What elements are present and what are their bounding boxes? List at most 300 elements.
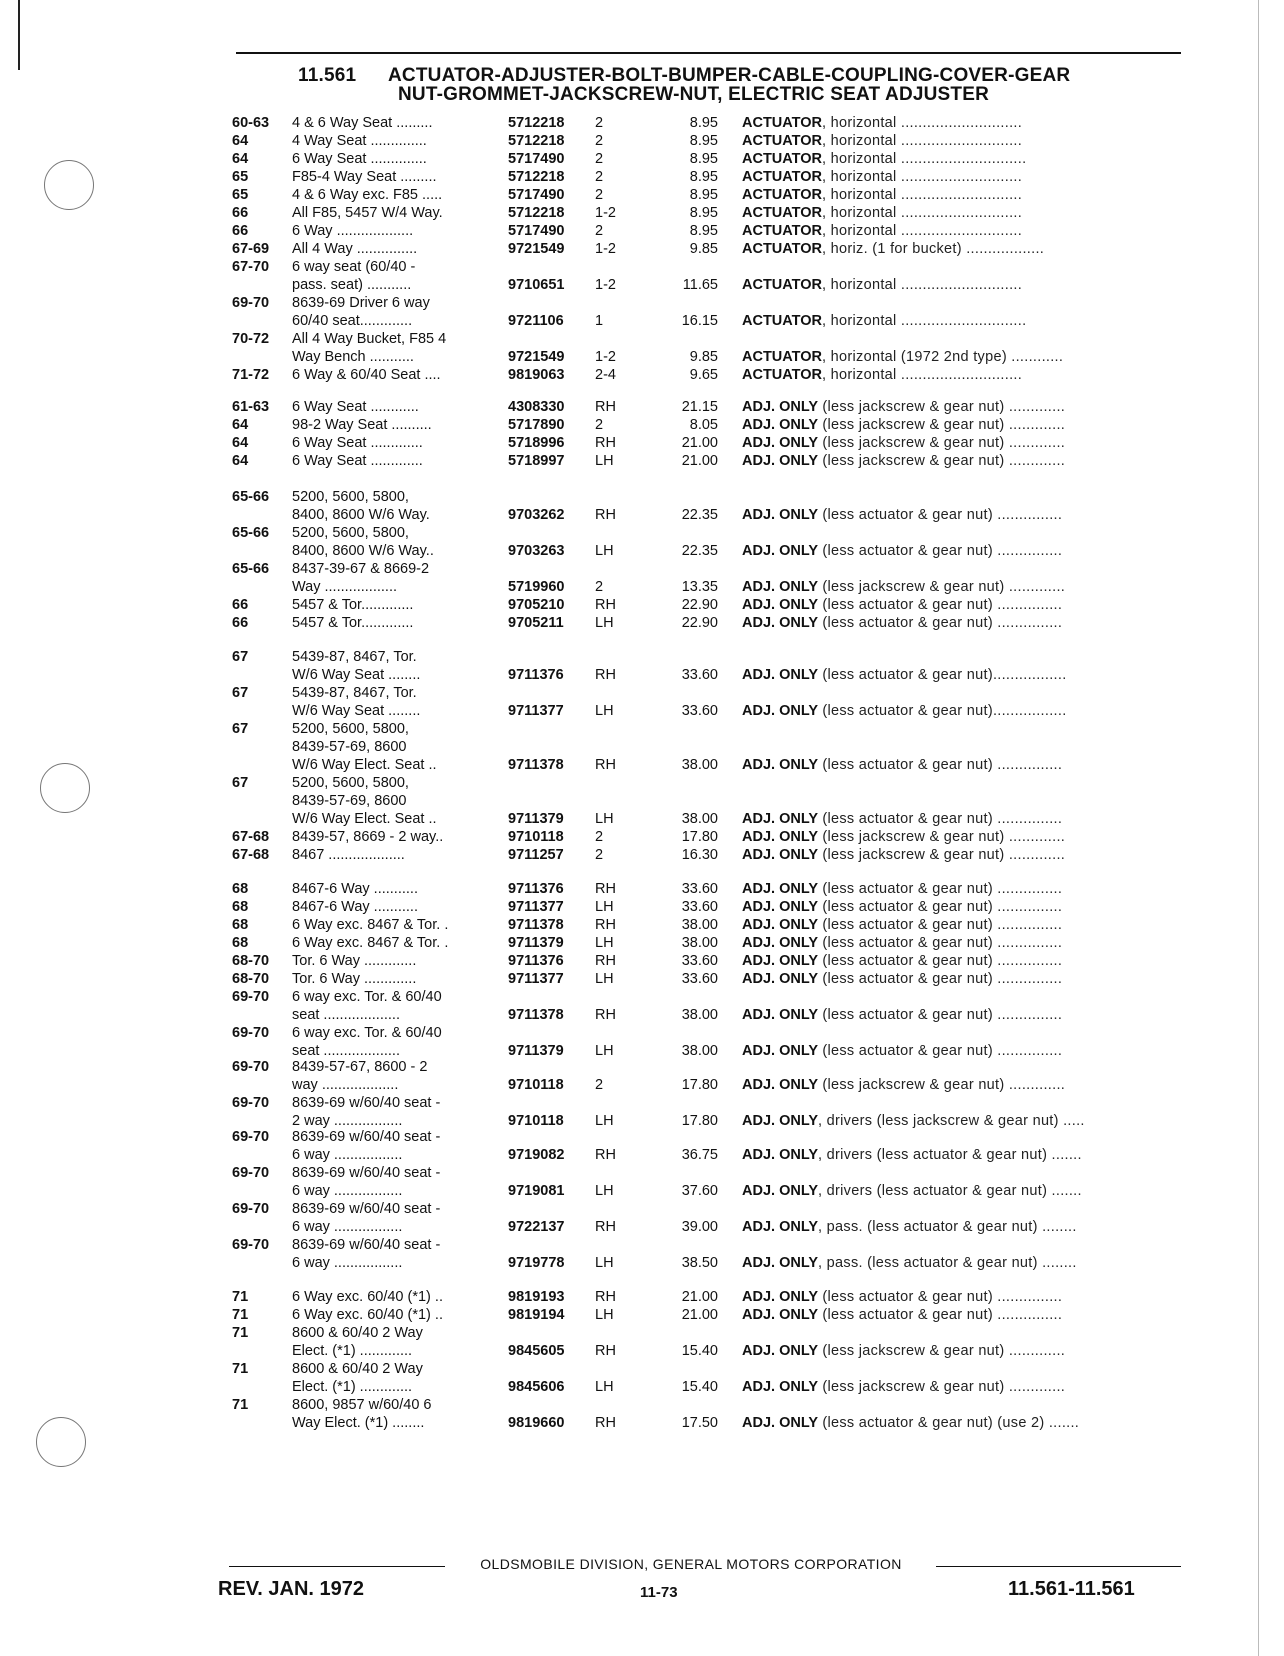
description-type: ADJ. ONLY xyxy=(742,917,819,933)
part-number: 9711377 xyxy=(508,703,564,719)
price: 13.35 xyxy=(681,579,718,595)
price: 21.00 xyxy=(681,435,718,451)
table-row xyxy=(0,114,1284,133)
application: 6 way ................. xyxy=(292,1255,403,1271)
table-row xyxy=(0,1128,1284,1147)
quantity: 1-2 xyxy=(595,349,616,365)
application: 5439-87, 8467, Tor. xyxy=(292,649,417,665)
table-row xyxy=(0,988,1284,1007)
quantity: LH xyxy=(595,1307,614,1323)
model-year: 64 xyxy=(232,133,249,149)
table-row xyxy=(0,434,1284,453)
table-row xyxy=(0,828,1284,847)
quantity: LH xyxy=(595,899,614,915)
part-number: 9721549 xyxy=(508,241,565,257)
description-detail: (less actuator & gear nut) ............... xyxy=(818,917,1063,933)
description-type: ADJ. ONLY xyxy=(742,953,819,969)
description xyxy=(742,880,1062,899)
model-year: 64 xyxy=(232,151,249,167)
table-row xyxy=(0,1006,1284,1025)
application: seat ................... xyxy=(292,1043,400,1059)
model-year: 67 xyxy=(232,775,249,791)
model-year: 68 xyxy=(232,881,249,897)
part-number: 4308330 xyxy=(508,399,565,415)
description xyxy=(742,1342,1065,1361)
model-year: 68 xyxy=(232,935,249,951)
description-detail: , horizontal ............................ xyxy=(822,223,1023,239)
description-type: ADJ. ONLY xyxy=(742,1183,819,1199)
table-row xyxy=(0,952,1284,971)
application: Tor. 6 Way ............. xyxy=(292,971,417,987)
description xyxy=(742,898,1062,917)
description-detail: , horizontal ............................. xyxy=(822,313,1027,329)
description-detail: (less actuator & gear nut) ............... xyxy=(818,935,1063,951)
part-number: 9710118 xyxy=(508,829,564,845)
application: Elect. (*1) ............. xyxy=(292,1343,413,1359)
price: 8.95 xyxy=(689,151,718,167)
price: 33.60 xyxy=(681,899,718,915)
description-detail: , drivers (less actuator & gear nut) ....... xyxy=(818,1147,1082,1163)
description-detail: (less jackscrew & gear nut) ............. xyxy=(818,847,1066,863)
description xyxy=(742,506,1062,525)
quantity: RH xyxy=(595,667,616,683)
description-type: ADJ. ONLY xyxy=(742,1219,819,1235)
price: 21.15 xyxy=(681,399,718,415)
model-year: 68-70 xyxy=(232,953,270,969)
table-row xyxy=(0,524,1284,543)
description-detail: (less jackscrew & gear nut) ............. xyxy=(818,579,1066,595)
description xyxy=(742,416,1065,435)
model-year: 67-69 xyxy=(232,241,270,257)
quantity: 2 xyxy=(595,1077,604,1093)
description-type: ADJ. ONLY xyxy=(742,1077,819,1093)
description xyxy=(742,846,1065,865)
table-row xyxy=(0,366,1284,385)
part-number: 9721106 xyxy=(508,313,564,329)
quantity: 2 xyxy=(595,151,604,167)
model-year: 64 xyxy=(232,435,249,451)
quantity: 2 xyxy=(595,169,604,185)
application: W/6 Way Seat ........ xyxy=(292,667,421,683)
model-year: 69-70 xyxy=(232,1129,270,1145)
description-type: ADJ. ONLY xyxy=(742,417,819,433)
footer-division: OLDSMOBILE DIVISION, GENERAL MOTORS CORPORATION xyxy=(480,1556,902,1572)
table-row xyxy=(0,666,1284,685)
table-row xyxy=(0,398,1284,417)
description-detail: (less jackscrew & gear nut) ............. xyxy=(818,435,1066,451)
table-row xyxy=(0,1076,1284,1095)
description xyxy=(742,614,1062,633)
application: 8639-69 Driver 6 way xyxy=(292,295,430,311)
model-year: 71 xyxy=(232,1361,249,1377)
model-year: 65-66 xyxy=(232,561,270,577)
quantity: RH xyxy=(595,1147,616,1163)
description-detail: (less actuator & gear nut)................. xyxy=(818,667,1067,683)
description xyxy=(742,366,1022,385)
application: 6 way exc. Tor. & 60/40 xyxy=(292,989,442,1005)
price: 33.60 xyxy=(681,953,718,969)
description-type: ADJ. ONLY xyxy=(742,1289,819,1305)
table-row xyxy=(0,204,1284,223)
application: 5457 & Tor............. xyxy=(292,597,414,613)
table-row xyxy=(0,1378,1284,1397)
part-number: 9719778 xyxy=(508,1255,565,1271)
table-row xyxy=(0,970,1284,989)
table-row xyxy=(0,1024,1284,1043)
model-year: 64 xyxy=(232,453,249,469)
quantity: RH xyxy=(595,757,616,773)
model-year: 67-68 xyxy=(232,829,270,845)
part-number: 5712218 xyxy=(508,133,565,149)
application: 6 Way Seat ............ xyxy=(292,399,419,415)
quantity: LH xyxy=(595,543,614,559)
table-row xyxy=(0,1306,1284,1325)
part-number: 9705210 xyxy=(508,597,565,613)
model-year: 69-70 xyxy=(232,1025,270,1041)
model-year: 71 xyxy=(232,1289,249,1305)
description-detail: (less jackscrew & gear nut) ............. xyxy=(818,399,1066,415)
price: 8.95 xyxy=(689,205,718,221)
model-year: 71-72 xyxy=(232,367,270,383)
description-detail: (less actuator & gear nut) ............... xyxy=(818,757,1063,773)
quantity: RH xyxy=(595,399,616,415)
description xyxy=(742,204,1022,223)
price: 38.00 xyxy=(681,1007,718,1023)
model-year: 66 xyxy=(232,615,249,631)
description-type: ACTUATOR xyxy=(742,349,823,365)
application: 8600 & 60/40 2 Way xyxy=(292,1325,423,1341)
table-row xyxy=(0,934,1284,953)
description-detail: (less actuator & gear nut) ............... xyxy=(818,1043,1063,1059)
application: 8639-69 w/60/40 seat - xyxy=(292,1237,441,1253)
description-detail: (less actuator & gear nut) ............... xyxy=(818,899,1063,915)
price: 8.95 xyxy=(689,169,718,185)
description xyxy=(742,150,1026,169)
table-row xyxy=(0,810,1284,829)
application: 2 way ................. xyxy=(292,1113,403,1129)
price: 21.00 xyxy=(681,1307,718,1323)
footer-rule-right xyxy=(936,1566,1181,1567)
table-row xyxy=(0,222,1284,241)
quantity: RH xyxy=(595,953,616,969)
description xyxy=(742,596,1062,615)
quantity: 2 xyxy=(595,579,604,595)
description-detail: , horizontal ............................ xyxy=(822,367,1023,383)
application: 8439-57-67, 8600 - 2 xyxy=(292,1059,428,1075)
application: All 4 Way ............... xyxy=(292,241,418,257)
description-type: ACTUATOR xyxy=(742,133,823,149)
model-year: 67 xyxy=(232,685,249,701)
part-number: 9819194 xyxy=(508,1307,565,1323)
description-detail: , horizontal ............................ xyxy=(822,277,1023,293)
table-row xyxy=(0,684,1284,703)
description-detail: , horiz. (1 for bucket) .................. xyxy=(822,241,1045,257)
table-row xyxy=(0,1396,1284,1415)
part-number: 9703263 xyxy=(508,543,565,559)
part-number: 9719081 xyxy=(508,1183,565,1199)
description-type: ADJ. ONLY xyxy=(742,1043,819,1059)
part-number: 5717890 xyxy=(508,417,565,433)
description-type: ACTUATOR xyxy=(742,205,823,221)
price: 8.95 xyxy=(689,115,718,131)
description-type: ADJ. ONLY xyxy=(742,811,819,827)
revision-date: REV. JAN. 1972 xyxy=(218,1578,365,1600)
price: 22.90 xyxy=(681,597,718,613)
application: 8467-6 Way ........... xyxy=(292,881,418,897)
application: 5457 & Tor............. xyxy=(292,615,414,631)
description xyxy=(742,398,1065,417)
part-number: 9711377 xyxy=(508,899,564,915)
price: 21.00 xyxy=(681,453,718,469)
model-year: 66 xyxy=(232,223,249,239)
description-type: ADJ. ONLY xyxy=(742,847,819,863)
application: 8437-39-67 & 8669-2 xyxy=(292,561,430,577)
table-row xyxy=(0,1164,1284,1183)
table-row xyxy=(0,1218,1284,1237)
description xyxy=(742,756,1062,775)
table-row xyxy=(0,1182,1284,1201)
application: 5200, 5600, 5800, xyxy=(292,721,409,737)
description xyxy=(742,1378,1065,1397)
application: 8400, 8600 W/6 Way. xyxy=(292,507,430,523)
quantity: LH xyxy=(595,1255,614,1271)
part-number: 5718996 xyxy=(508,435,565,451)
description-detail: (less actuator & gear nut) ............... xyxy=(818,971,1063,987)
application: 6 Way exc. 60/40 (*1) .. xyxy=(292,1289,443,1305)
price: 38.00 xyxy=(681,917,718,933)
application: All F85, 5457 W/4 Way. xyxy=(292,205,443,221)
price: 9.85 xyxy=(689,241,718,257)
application: way ................... xyxy=(292,1077,399,1093)
description-detail: , horizontal (1972 2nd type) ............ xyxy=(822,349,1064,365)
description-type: ACTUATOR xyxy=(742,151,823,167)
application: 8600, 9857 w/60/40 6 xyxy=(292,1397,432,1413)
price: 38.00 xyxy=(681,757,718,773)
table-row xyxy=(0,348,1284,367)
table-row xyxy=(0,276,1284,295)
application: W/6 Way Seat ........ xyxy=(292,703,421,719)
table-row xyxy=(0,1058,1284,1077)
model-year: 71 xyxy=(232,1325,249,1341)
model-year: 67 xyxy=(232,721,249,737)
quantity: LH xyxy=(595,703,614,719)
description-detail: , horizontal ............................ xyxy=(822,133,1023,149)
quantity: LH xyxy=(595,453,614,469)
application: 4 Way Seat .............. xyxy=(292,133,427,149)
model-year: 68 xyxy=(232,917,249,933)
application: 6 Way exc. 8467 & Tor. . xyxy=(292,917,449,933)
table-row xyxy=(0,186,1284,205)
application: 8439-57-69, 8600 xyxy=(292,793,407,809)
part-number: 9819193 xyxy=(508,1289,565,1305)
description-type: ADJ. ONLY xyxy=(742,453,819,469)
application: 8639-69 w/60/40 seat - xyxy=(292,1129,441,1145)
table-row xyxy=(0,1200,1284,1219)
table-row xyxy=(0,416,1284,435)
quantity: 2 xyxy=(595,187,604,203)
part-number: 9845605 xyxy=(508,1343,565,1359)
table-row xyxy=(0,1288,1284,1307)
part-number: 5719960 xyxy=(508,579,565,595)
model-year: 60-63 xyxy=(232,115,270,131)
part-number: 9845606 xyxy=(508,1379,565,1395)
description-detail: (less actuator & gear nut) ............... xyxy=(818,615,1063,631)
description-detail: , drivers (less jackscrew & gear nut) ..... xyxy=(818,1113,1085,1129)
table-row xyxy=(0,452,1284,471)
model-year: 69-70 xyxy=(232,1165,270,1181)
description-detail: , horizontal ............................ xyxy=(822,205,1023,221)
description-detail: (less actuator & gear nut) ............... xyxy=(818,1289,1063,1305)
quantity: 2 xyxy=(595,133,604,149)
part-number: 9722137 xyxy=(508,1219,565,1235)
part-number: 5717490 xyxy=(508,223,565,239)
application: 6 way exc. Tor. & 60/40 xyxy=(292,1025,442,1041)
description-detail: (less actuator & gear nut) ............... xyxy=(818,881,1063,897)
part-number: 5717490 xyxy=(508,151,565,167)
price: 38.00 xyxy=(681,1043,718,1059)
description-type: ADJ. ONLY xyxy=(742,1379,819,1395)
table-row xyxy=(0,702,1284,721)
part-number: 9711378 xyxy=(508,917,564,933)
description-type: ADJ. ONLY xyxy=(742,435,819,451)
description-detail: , horizontal ............................ xyxy=(822,115,1023,131)
description-type: ADJ. ONLY xyxy=(742,935,819,951)
model-year: 61-63 xyxy=(232,399,270,415)
description xyxy=(742,1254,1077,1273)
model-year: 67-70 xyxy=(232,259,270,275)
description-detail: (less actuator & gear nut) ............... xyxy=(818,811,1063,827)
application: 8600 & 60/40 2 Way xyxy=(292,1361,423,1377)
footer-rule-left xyxy=(229,1566,445,1567)
description xyxy=(742,1288,1062,1307)
description-detail: (less actuator & gear nut) ............... xyxy=(818,1007,1063,1023)
application: 6 way ................. xyxy=(292,1183,403,1199)
quantity: LH xyxy=(595,935,614,951)
part-number: 9711379 xyxy=(508,935,564,951)
application: 6 Way ................... xyxy=(292,223,414,239)
application: Way Elect. (*1) ........ xyxy=(292,1415,425,1431)
description xyxy=(742,666,1067,685)
application: Way .................. xyxy=(292,579,398,595)
table-row xyxy=(0,132,1284,151)
table-row xyxy=(0,330,1284,349)
model-year: 69-70 xyxy=(232,989,270,1005)
section-reference: 11.561-11.561 xyxy=(1008,1578,1135,1600)
model-year: 69-70 xyxy=(232,1201,270,1217)
description-type: ACTUATOR xyxy=(742,241,823,257)
part-number: 9711378 xyxy=(508,1007,564,1023)
description xyxy=(742,168,1022,187)
application: 5200, 5600, 5800, xyxy=(292,525,409,541)
table-row xyxy=(0,168,1284,187)
price: 39.00 xyxy=(681,1219,718,1235)
description xyxy=(742,810,1062,829)
part-number: 9710118 xyxy=(508,1077,564,1093)
title-line-1: ACTUATOR-ADJUSTER-BOLT-BUMPER-CABLE-COUPLING-COVER-GEAR xyxy=(388,65,1071,86)
description-type: ADJ. ONLY xyxy=(742,971,819,987)
description xyxy=(742,1182,1082,1201)
description-detail: (less actuator & gear nut) ............... xyxy=(818,1307,1063,1323)
description-detail: , horizontal ............................. xyxy=(822,151,1027,167)
model-year: 71 xyxy=(232,1307,249,1323)
quantity: RH xyxy=(595,1007,616,1023)
price: 11.65 xyxy=(682,277,718,293)
price: 38.50 xyxy=(681,1255,718,1271)
application: 8439-57-69, 8600 xyxy=(292,739,407,755)
application: Elect. (*1) ............. xyxy=(292,1379,413,1395)
description-detail: , horizontal ............................ xyxy=(822,169,1023,185)
quantity: 1-2 xyxy=(595,277,616,293)
description xyxy=(742,434,1065,453)
table-row xyxy=(0,792,1284,811)
application: 5439-87, 8467, Tor. xyxy=(292,685,417,701)
description-type: ADJ. ONLY xyxy=(742,615,819,631)
part-number: 9710651 xyxy=(508,277,565,293)
application: 8639-69 w/60/40 seat - xyxy=(292,1201,441,1217)
application: F85-4 Way Seat ......... xyxy=(292,169,437,185)
application: 6 Way exc. 8467 & Tor. . xyxy=(292,935,449,951)
quantity: RH xyxy=(595,597,616,613)
quantity: 2 xyxy=(595,847,604,863)
quantity: 2 xyxy=(595,417,604,433)
price: 37.60 xyxy=(681,1183,718,1199)
description-type: ACTUATOR xyxy=(742,277,823,293)
application: W/6 Way Elect. Seat .. xyxy=(292,811,437,827)
part-number: 9711379 xyxy=(508,811,564,827)
model-year: 69-70 xyxy=(232,1059,270,1075)
application: 8400, 8600 W/6 Way.. xyxy=(292,543,434,559)
description xyxy=(742,1006,1062,1025)
model-year: 69-70 xyxy=(232,1237,270,1253)
price: 16.30 xyxy=(681,847,718,863)
model-year: 66 xyxy=(232,597,249,613)
description-detail: , pass. (less actuator & gear nut) ........ xyxy=(818,1219,1077,1235)
quantity: LH xyxy=(595,1183,614,1199)
application: Tor. 6 Way ............. xyxy=(292,953,417,969)
price: 33.60 xyxy=(681,971,718,987)
quantity: 2 xyxy=(595,829,604,845)
description-type: ADJ. ONLY xyxy=(742,399,819,415)
description-type: ADJ. ONLY xyxy=(742,829,819,845)
price: 8.95 xyxy=(689,223,718,239)
description xyxy=(742,186,1022,205)
description-type: ADJ. ONLY xyxy=(742,597,819,613)
application: 4 & 6 Way Seat ......... xyxy=(292,115,433,131)
application: 6 Way & 60/40 Seat .... xyxy=(292,367,441,383)
description-type: ADJ. ONLY xyxy=(742,1343,819,1359)
description-type: ADJ. ONLY xyxy=(742,1415,819,1431)
model-year: 65 xyxy=(232,187,249,203)
quantity: 1 xyxy=(595,313,604,329)
quantity: LH xyxy=(595,811,614,827)
table-row xyxy=(0,488,1284,507)
table-row xyxy=(0,898,1284,917)
description-detail: (less actuator & gear nut) (use 2) ....... xyxy=(818,1415,1080,1431)
table-row xyxy=(0,240,1284,259)
model-year: 69-70 xyxy=(232,1095,270,1111)
title-line-2: NUT-GROMMET-JACKSCREW-NUT, ELECTRIC SEAT ADJUSTER xyxy=(398,84,990,105)
quantity: 2-4 xyxy=(595,367,616,383)
description-type: ADJ. ONLY xyxy=(742,899,819,915)
quantity: 1-2 xyxy=(595,205,616,221)
table-row xyxy=(0,506,1284,525)
model-year: 68-70 xyxy=(232,971,270,987)
table-row xyxy=(0,614,1284,633)
description xyxy=(742,952,1062,971)
description xyxy=(742,970,1062,989)
price: 38.00 xyxy=(681,935,718,951)
model-year: 68 xyxy=(232,899,249,915)
